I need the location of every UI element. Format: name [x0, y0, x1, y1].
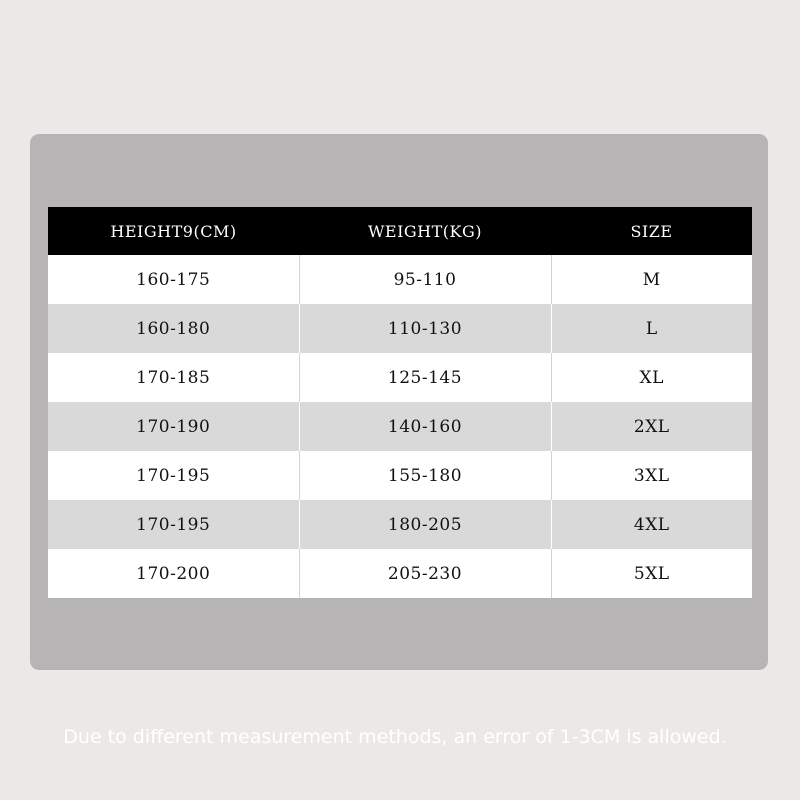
cell-weight: 180-205 [299, 500, 551, 549]
measurement-note: Due to different measurement methods, an error of 1-3CM is allowed. [63, 726, 727, 748]
size-chart-table [48, 207, 752, 598]
cell-weight: 205-230 [299, 549, 551, 598]
cell-size: L [551, 304, 752, 353]
cell-height: 170-190 [48, 402, 299, 451]
cell-size: 4XL [551, 500, 752, 549]
cell-weight: 110-130 [299, 304, 551, 353]
cell-height: 170-200 [48, 549, 299, 598]
header-weight: WEIGHT(KG) [299, 207, 551, 255]
table-row [48, 304, 752, 353]
cell-size: XL [551, 353, 752, 402]
cell-height: 170-185 [48, 353, 299, 402]
cell-weight: 125-145 [299, 353, 551, 402]
cell-height: 160-180 [48, 304, 299, 353]
cell-weight: 155-180 [299, 451, 551, 500]
cell-size: M [551, 255, 752, 304]
cell-weight: 140-160 [299, 402, 551, 451]
cell-size: 2XL [551, 402, 752, 451]
table-row [48, 255, 752, 304]
cell-height: 170-195 [48, 451, 299, 500]
table-row [48, 500, 752, 549]
header-height: HEIGHT9(CM) [48, 207, 299, 255]
cell-height: 160-175 [48, 255, 299, 304]
table-row [48, 451, 752, 500]
table-header-row [48, 207, 752, 255]
header-size: SIZE [551, 207, 752, 255]
cell-size: 5XL [551, 549, 752, 598]
table-row [48, 549, 752, 598]
cell-height: 170-195 [48, 500, 299, 549]
table-row [48, 402, 752, 451]
cell-weight: 95-110 [299, 255, 551, 304]
cell-size: 3XL [551, 451, 752, 500]
table-row [48, 353, 752, 402]
